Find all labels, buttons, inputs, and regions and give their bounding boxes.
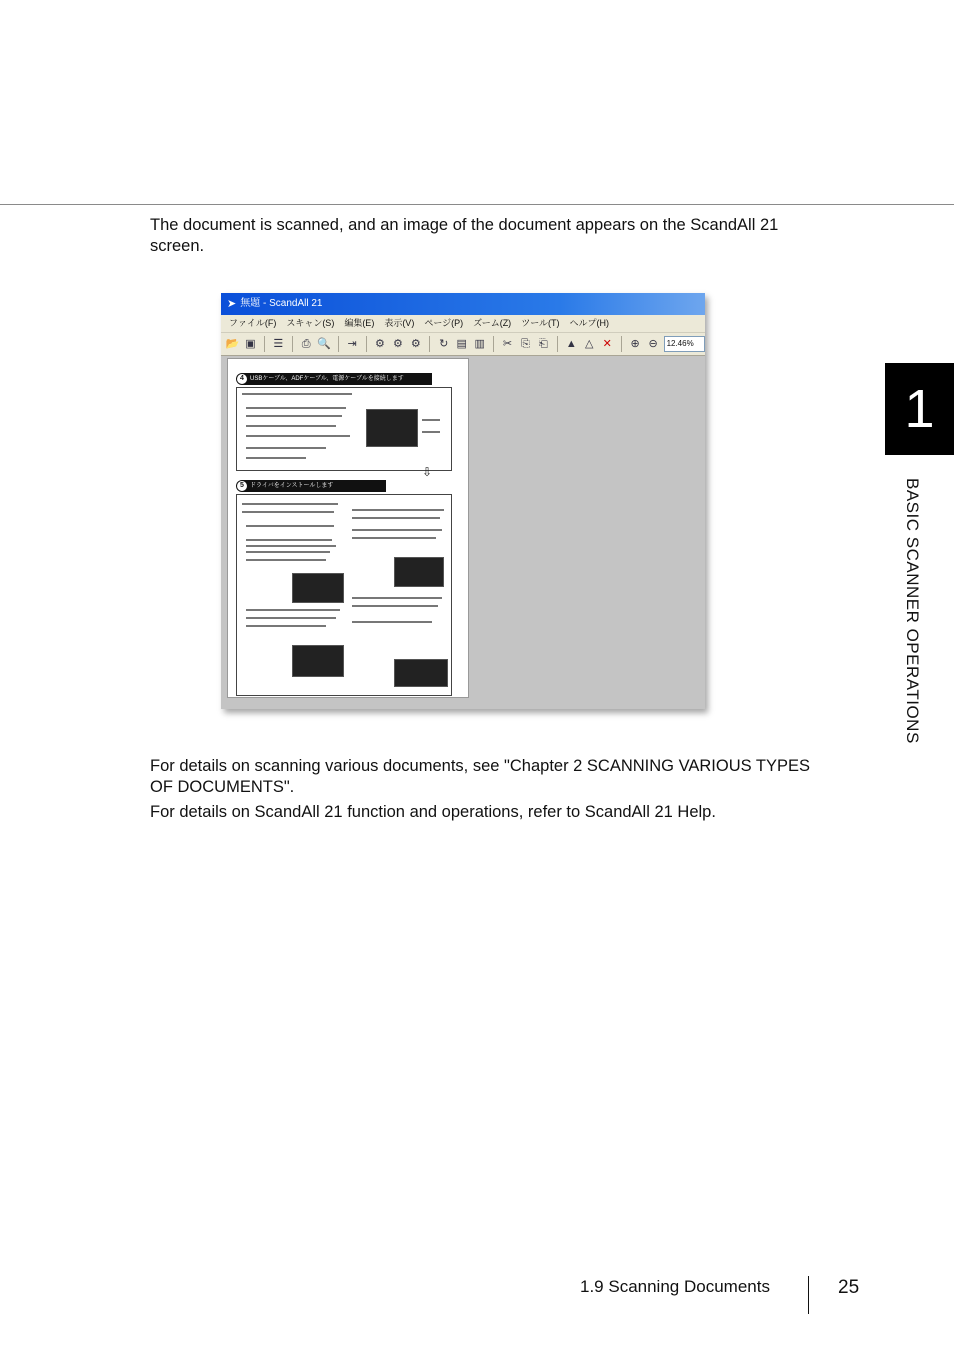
menu-file[interactable]: ファイル(F) <box>229 318 277 328</box>
text-line <box>352 605 438 607</box>
text-line <box>246 415 342 417</box>
image-view <box>221 356 705 709</box>
text-line <box>422 419 440 421</box>
text-line <box>352 597 442 599</box>
text-line <box>246 617 336 619</box>
menu-scan[interactable]: スキャン(S) <box>286 318 335 328</box>
delete-icon[interactable]: ✕ <box>602 338 612 350</box>
scanner-photo <box>366 409 418 447</box>
menu-zoom[interactable]: ズーム(Z) <box>473 318 512 328</box>
text-line <box>352 537 436 539</box>
chapter-title: BASIC SCANNER OPERATIONS <box>903 478 922 744</box>
copy-icon[interactable]: ⎘ <box>521 338 530 350</box>
text-line <box>422 431 440 433</box>
text-line <box>246 551 330 553</box>
down-arrow-icon: ⇩ <box>422 465 433 479</box>
text-line <box>352 529 442 531</box>
toolbar <box>221 333 705 356</box>
footer-section: 1.9 Scanning Documents <box>580 1277 770 1296</box>
menu-help[interactable]: ヘルプ(H) <box>569 318 609 328</box>
intro-paragraph: The document is scanned, and an image of the document appears on the ScandAll 21 screen. <box>150 216 779 255</box>
export-icon[interactable]: ⇥ <box>347 338 357 350</box>
toolbar-separator <box>621 336 622 352</box>
toolbar-separator <box>557 336 558 352</box>
details-paragraph: For details on scanning various documents, see "Chapter 2 SCANNING VARIOUS TYPES OF DOCUMENTS". <box>150 757 811 796</box>
text-line <box>242 511 334 513</box>
open-icon[interactable]: 📂 <box>225 338 240 350</box>
rotate-icon[interactable]: ↻ <box>439 338 449 350</box>
text-line <box>246 447 326 449</box>
text-line <box>246 559 326 561</box>
scan-icon[interactable]: ⚙ <box>375 338 385 350</box>
scandall-screenshot <box>221 293 705 709</box>
text-line <box>246 545 336 547</box>
text-line <box>246 525 334 527</box>
help-paragraph: For details on ScandAll 21 function and operations, refer to ScandAll 21 Help. <box>150 803 716 821</box>
save-icon[interactable]: ▣ <box>245 338 256 350</box>
menu-page[interactable]: ページ(P) <box>424 318 464 328</box>
zoom-field[interactable]: 12.46% <box>664 336 705 352</box>
print-icon[interactable]: ⎙ <box>301 338 311 350</box>
text-line <box>246 625 326 627</box>
menu-tools[interactable]: ツール(T) <box>521 318 560 328</box>
toolbar-separator <box>493 336 494 352</box>
section-4-number: 4 <box>237 374 247 384</box>
toolbar-separator <box>429 336 430 352</box>
section-5-title: ドライバをインストールします <box>250 483 334 489</box>
section-5-header <box>236 480 386 492</box>
menu-edit[interactable]: 編集(E) <box>344 318 375 328</box>
dialog-screenshot <box>292 573 344 603</box>
section-4-header <box>236 373 432 385</box>
scanned-page <box>227 358 469 698</box>
text-line <box>246 425 336 427</box>
zoom-in-icon[interactable]: ⊕ <box>630 338 640 350</box>
text-line <box>242 393 352 395</box>
section-4-title: USBケーブル、ADFケーブル、電源ケーブルを接続します <box>250 376 404 382</box>
text-line <box>246 539 332 541</box>
mirror-icon[interactable]: △ <box>585 338 594 350</box>
toolbar-separator <box>366 336 367 352</box>
window-title: 無題 - ScandAll 21 <box>240 298 323 309</box>
text-line <box>246 457 306 459</box>
page-number: 25 <box>838 1277 860 1298</box>
text-line <box>246 609 340 611</box>
text-line <box>246 435 350 437</box>
text-line <box>352 621 432 623</box>
scan-batch-icon[interactable]: ⚙ <box>410 338 421 350</box>
dialog-screenshot <box>292 645 344 677</box>
toolbar-separator <box>338 336 339 352</box>
print-preview-icon[interactable]: 🔍 <box>317 338 332 350</box>
section-5-number: 5 <box>237 481 247 491</box>
text-line <box>246 407 346 409</box>
zoom-out-icon[interactable]: ⊖ <box>648 338 658 350</box>
pages-icon[interactable]: ▥ <box>474 338 485 350</box>
page-icon[interactable]: ▤ <box>456 338 467 350</box>
dialog-screenshot <box>394 557 444 587</box>
text-line <box>352 509 444 511</box>
menu-view[interactable]: 表示(V) <box>384 318 415 328</box>
paste-icon[interactable]: ⎗ <box>539 338 548 350</box>
menu-bar <box>221 315 705 333</box>
header-rule <box>0 204 954 205</box>
toolbar-separator <box>292 336 293 352</box>
properties-icon[interactable]: ☰ <box>273 338 284 350</box>
scan-settings-icon[interactable]: ⚙ <box>392 338 403 350</box>
window-titlebar <box>221 293 705 315</box>
footer-divider <box>808 1276 809 1314</box>
dialog-screenshot <box>394 659 448 687</box>
toolbar-separator <box>264 336 265 352</box>
app-icon: ➤ <box>227 298 237 310</box>
cut-icon[interactable]: ✂ <box>502 338 513 350</box>
flip-icon[interactable]: ▲ <box>565 338 577 350</box>
text-line <box>242 503 338 505</box>
text-line <box>352 517 440 519</box>
chapter-number-tab: 1 <box>885 363 954 455</box>
